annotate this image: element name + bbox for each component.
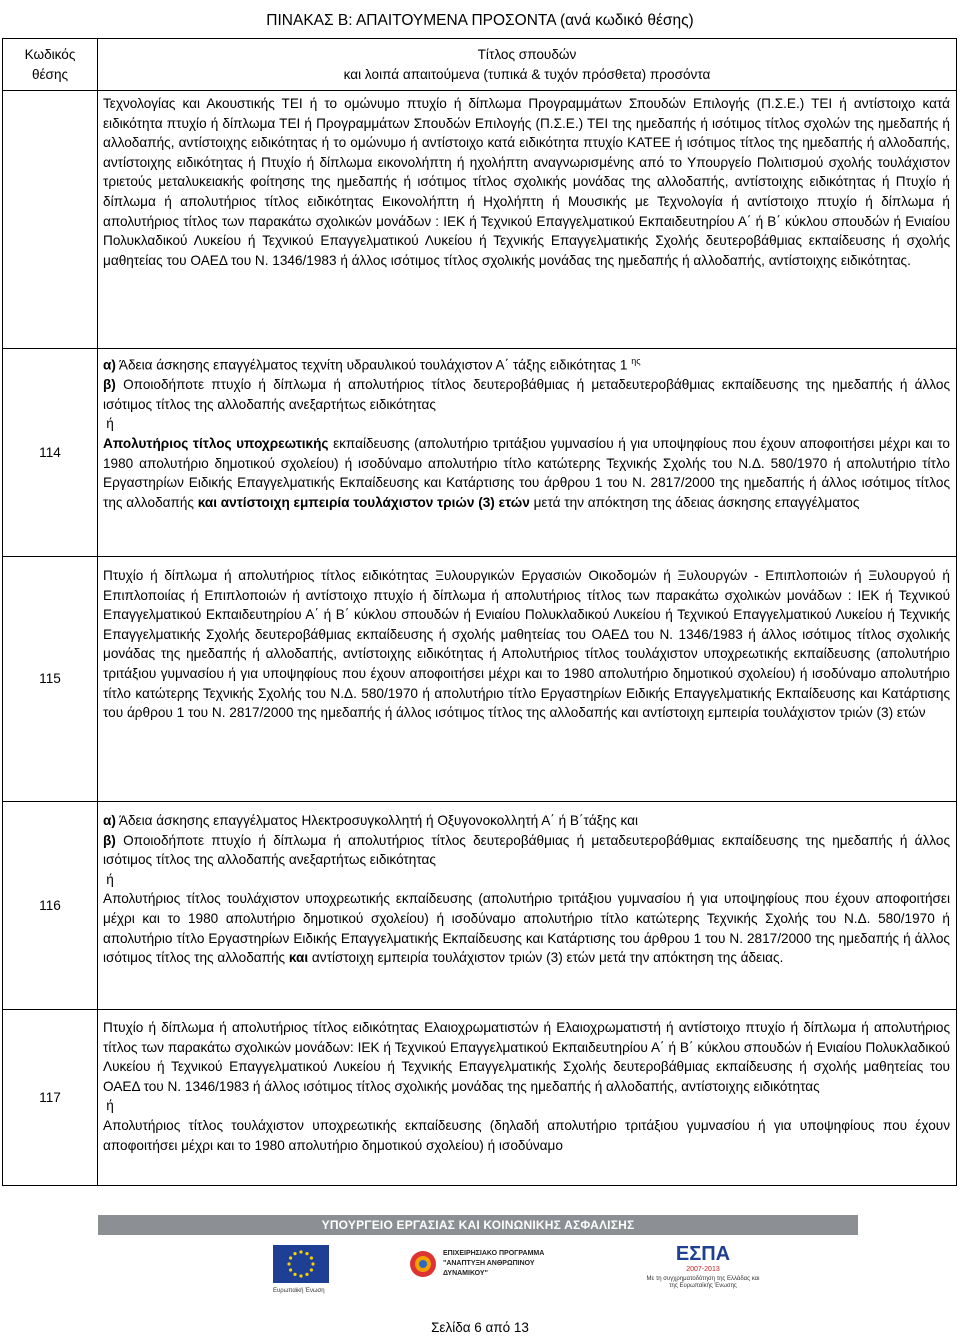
requirement-c-text-end: αντίστοιχη εμπειρία τουλάχιστον τριών (3) ετών μετά την απόκτηση της άδειας. <box>308 950 784 966</box>
espa-logo <box>643 1243 763 1290</box>
eu-flag-logo <box>273 1245 343 1295</box>
table-row <box>3 1010 957 1186</box>
header-line-1: Τίτλος σπουδών <box>477 46 577 62</box>
eu-flag-icon <box>273 1245 329 1283</box>
requirement-b <box>103 831 950 870</box>
table-header-row <box>3 39 957 91</box>
table-row <box>3 557 957 802</box>
program-line-2: "ΑΝΑΠΤΥΞΗ ΑΝΘΡΩΠΙΝΟΥ ΔΥΝΑΜΙΚΟΥ" <box>443 1260 535 1277</box>
program-logo <box>408 1249 578 1279</box>
label-b: β) <box>103 377 116 393</box>
table-row <box>3 802 957 1010</box>
row-text-cell <box>98 91 957 349</box>
requirement-b-text: Οποιοδήποτε πτυχίο ή δίπλωμα ή απολυτήριος τίτλος δευτεροβάθμιας ή μεταδευτεροβάθμιας εκπαίδευσης της ημεδαπής ή άλλος ισότιμος τίτλος της αλλοδαπής ανεξαρτήτως ειδικότητας <box>103 377 950 412</box>
row-text-cell <box>98 802 957 1010</box>
or-separator: ή <box>106 1098 114 1114</box>
label-a: α) <box>103 813 116 828</box>
bold-text: Απολυτήριος τίτλος υποχρεωτικής <box>103 435 329 451</box>
requirement-a-text: Άδεια άσκησης επαγγέλματος τεχνίτη υδραυλικού τουλάχιστον Α΄ τάξης ειδικότητας 1 <box>118 357 628 373</box>
ministry-name: ΥΠΟΥΡΓΕΙΟ ΕΡΓΑΣΙΑΣ ΚΑΙ ΚΟΙΝΩΝΙΚΗΣ ΑΣΦΑΛΙΣΗΣ <box>98 1215 858 1235</box>
row-code: 114 <box>3 349 98 557</box>
requirement-c-text-end: μετά την απόκτηση της άδειας άσκησης επαγγέλματος <box>529 494 860 510</box>
requirement-c-text: εκπαίδευσης (απολυτήριο τριτάξιου γυμνασίου ή για υποψηφίους που έχουν αποφοιτήσει μέχρι και το 1980 απολυτήριο δημοτικού σχολείου) ή ισοδύναμο απολυτήριο τίτλο κατώτερης Τεχνικής Σχολής του Ν.Δ. 580/1970 ή απολυτήριο τίτλο Εργαστηρίων Ειδικής Επαγγελματικής Εκπαίδευσης και Κατάρτισης του άρθρου 1 του Ν. 2817/2000 της ημεδαπής ή άλλος ισότιμος τίτλος της αλλοδαπής <box>103 435 950 510</box>
requirement-b <box>103 375 950 414</box>
row-code: 116 <box>3 802 98 1010</box>
requirement-a-text: Άδεια άσκησης επαγγέλματος Ηλεκτροσυγκολλητή ή Οξυγονοκολλητή Α΄ ή Β΄τάξης και <box>118 813 639 828</box>
row-text: Τεχνολογίας και Ακουστικής ΤΕΙ ή το ομώνυμο πτυχίο ή δίπλωμα Προγραμμάτων Σπουδών Επιλογής (Π.Σ.Ε.) ΤΕΙ ή αντίστοιχο κατά ειδικότητα πτυχίο ή δίπλωμα ΤΕΙ ή Προγραμμάτων Σπουδών Επιλογής (Π.Σ.Ε.) ΤΕΙ της ημεδαπής ή ισότιμος τίτλος σχολών της ημεδαπής ή αλλοδαπής, αντίστοιχης ειδικότητας ή το ομώνυμο ή αντίστοιχο κατά ειδικότητα πτυχίο ΚΑΤΕΕ ή ισότιμος τίτλος της ημεδαπής ή αλλοδαπής, αντίστοιχης ειδικότητας ή Πτυχίο ή δίπλωμα εικονολήπτη ή ηχολήπτη αναγνωρισμένης από το Υπουργείο Πολιτισμού σχολής τουλάχιστον τριετούς μεταλυκειακής φοίτησης της ημεδαπής ή ισότιμος τίτλος σχολικής μονάδας της αλλοδαπής, αντίστοιχης ειδικότητας ή Πτυχίο ή δίπλωμα ή απολυτήριος τίτλος ειδικότητας Εικονολήπτη ή Ηχολήπτη ή Μουσικής με Τεχνολογία ή αντίστοιχο πτυχίο ή δίπλωμα ή απολυτήριος τίτλος των παρακάτω σχολικών μονάδων : ΙΕΚ ή Τεχνικού Επαγγελματικού Εκπαιδευτηρίου Α΄ ή Β΄ κύκλου σπουδών ή Ενιαίου Πολυκλαδικού Λυκείου ή Τεχνικού Επαγγελματικού Λυκείου ή Τεχνικής Επαγγελματικής Σχολής δευτεροβάθμιας εκπαίδευσης ή σχολής μαθητείας του ΟΑΕΔ του Ν. 1346/1983 ή άλλος ισότιμος τίτλος σχολικής μονάδας της ημεδαπής ή αλλοδαπής, αντίστοιχης ειδικότητας. <box>103 96 950 268</box>
code-column-header: Κωδικός θέσης <box>3 39 98 91</box>
row-text: Πτυχίο ή δίπλωμα ή απολυτήριος τίτλος ειδικότητας Ξυλουργικών Εργασιών Οικοδομών ή Ξυλουργών - Επιπλοποιών ή Ξυλουργού ή Επιπλοποιίας ή Επιπλοποιών ή αντίστοιχο πτυχίο ή δίπλωμα ή απολυτήριος τίτλος των παρακάτω σχολικών μονάδων : ΙΕΚ ή Τεχνικού Επαγγελματικού Εκπαιδευτηρίου Α΄ ή Β΄ κύκλου σπουδών ή Ενιαίου Πολυκλαδικού Λυκείου ή Τεχνικού Επαγγελματικού Λυκείου ή Τεχνικής Επαγγελματικής Σχολής δευτεροβάθμιας εκπαίδευσης ή σχολής μαθητείας του ΟΑΕΔ του Ν. 1346/1983 ή άλλος ισότιμος τίτλος σχολικής μονάδας της ημεδαπής ή αλλοδαπής, αντίστοιχης ειδικότητας ή Απολυτήριος τίτλος τουλάχιστον υποχρεωτικής εκπαίδευσης (απολυτήριο τριτάξιου γυμνασίου ή για υποψηφίους που έχουν αποφοιτήσει μέχρι και το 1980 απολυτήριο δημοτικού σχολείου) ή ισοδύναμο απολυτήριο τίτλο κατώτερης Τεχνικής Σχολής του Ν.Δ. 580/1970 ή απολυτήριο τίτλο Εργαστηρίων Ειδικής Επαγγελματικής Εκπαίδευσης και Κατάρτισης του άρθρου 1 του Ν. 2817/2000 της ημεδαπής ή άλλος ισότιμος τίτλος της αλλοδαπής και αντίστοιχη εμπειρία τουλάχιστον τριών (3) ετών <box>103 568 950 721</box>
eu-label: Ευρωπαϊκή Ένωση <box>273 1288 325 1294</box>
requirement-c <box>103 889 950 967</box>
requirement-a <box>103 352 950 375</box>
program-emblem-icon <box>408 1249 438 1279</box>
espa-years: 2007-2013 <box>686 1266 720 1273</box>
requirement-a <box>103 811 950 831</box>
requirement-c-text: Απολυτήριος τίτλος τουλάχιστον υποχρεωτικής εκπαίδευσης (απολυτήριο τριτάξιου γυμνασίου ή για υποψηφίους που έχουν αποφοιτήσει μέχρι και το 1980 απολυτήριο δημοτικού σχολείου) ή ισοδύναμο απολυτήριο τίτλο κατώτερης Τεχνικής Σχολής του Ν.Δ. 580/1970 ή απολυτήριο τίτλο Εργαστηρίων Ειδικής Επαγγελματικής Εκπαίδευσης και Κατάρτισης του άρθρου 1 του Ν. 2817/2000 της ημεδαπής ή άλλος ισότιμος τίτλος της αλλοδαπής <box>103 891 950 966</box>
cofund-text: Με τη συγχρηματοδότηση της Ελλάδας και της Ευρωπαϊκής Ένωσης <box>646 1276 760 1289</box>
table-row <box>3 91 957 349</box>
header-line-2: και λοιπά απαιτούμενα (τυπικά & τυχόν πρόσθετα) προσόντα <box>343 66 711 82</box>
label-b: β) <box>103 832 116 848</box>
row-code: 115 <box>3 557 98 802</box>
page-title: ΠΙΝΑΚΑΣ Β: ΑΠΑΙΤΟΥΜΕΝΑ ΠΡΟΣΟΝΤΑ (ανά κωδικό θέσης) <box>266 12 694 29</box>
row-text-cell <box>98 1010 957 1186</box>
superscript: ης <box>631 356 641 366</box>
page-number: Σελίδα 6 από 13 <box>431 1320 529 1335</box>
row-code: 117 <box>3 1010 98 1186</box>
bold-text: και <box>288 950 309 966</box>
requirement-c <box>103 434 950 512</box>
table-row <box>3 349 957 557</box>
requirement-b-text: Οποιοδήποτε πτυχίο ή δίπλωμα ή απολυτήριος τίτλος δευτεροβάθμιας ή μεταδευτεροβάθμιας εκπαίδευσης της ημεδαπής ή άλλος ισότιμος τίτλος της αλλοδαπής ανεξαρτήτως ειδικότητας <box>103 832 950 868</box>
qualifications-column-header <box>98 39 957 91</box>
cofunding-banner <box>98 1215 858 1310</box>
or-separator: ή <box>106 416 114 432</box>
program-line-1: ΕΠΙΧΕΙΡΗΣΙΑΚΟ ΠΡΟΓΡΑΜΜΑ <box>443 1250 545 1257</box>
row-text-cell <box>98 557 957 802</box>
espa-text: ΕΣΠΑ <box>675 1243 731 1265</box>
or-separator: ή <box>106 871 114 887</box>
row-code <box>3 91 98 349</box>
requirement-text: Πτυχίο ή δίπλωμα ή απολυτήριος τίτλος ειδικότητας Ελαιοχρωματιστών ή Ελαιοχρωματιστή ή αντίστοιχο πτυχίο ή δίπλωμα ή απολυτήριος τίτλος των παρακάτω σχολικών μονάδων: ΙΕΚ ή Τεχνικού Επαγγελματικού Εκπαιδευτηρίου Α΄ ή Β΄ κύκλου σπουδών ή Ενιαίου Πολυκλαδικού Λυκείου ή Τεχνικού Επαγγελματικού Λυκείου ή Τεχνικής Επαγγελματικής Σχολής δευτεροβάθμιας εκπαίδευσης ή σχολής μαθητείας του ΟΑΕΔ του Ν. 1346/1983 ή άλλος ισότιμος τίτλος σχολικής μονάδας της ημεδαπής ή αλλοδαπής, αντίστοιχης ειδικότητας <box>103 1020 950 1094</box>
label-a: α) <box>103 357 116 373</box>
row-text-cell <box>98 349 957 557</box>
requirement-text-alt: Απολυτήριος τίτλος τουλάχιστον υποχρεωτικής εκπαίδευσης (δηλαδή απολυτήριο τριτάξιου γυμνασίου ή για υποψηφίους που έχουν αποφοιτήσει μέχρι και το 1980 απολυτήριο δημοτικού σχολείου) ή ισοδύναμο <box>103 1117 950 1153</box>
bold-text: και αντίστοιχη εμπειρία τουλάχιστον τριών (3) ετών <box>197 494 530 510</box>
qualifications-table <box>2 38 957 1186</box>
